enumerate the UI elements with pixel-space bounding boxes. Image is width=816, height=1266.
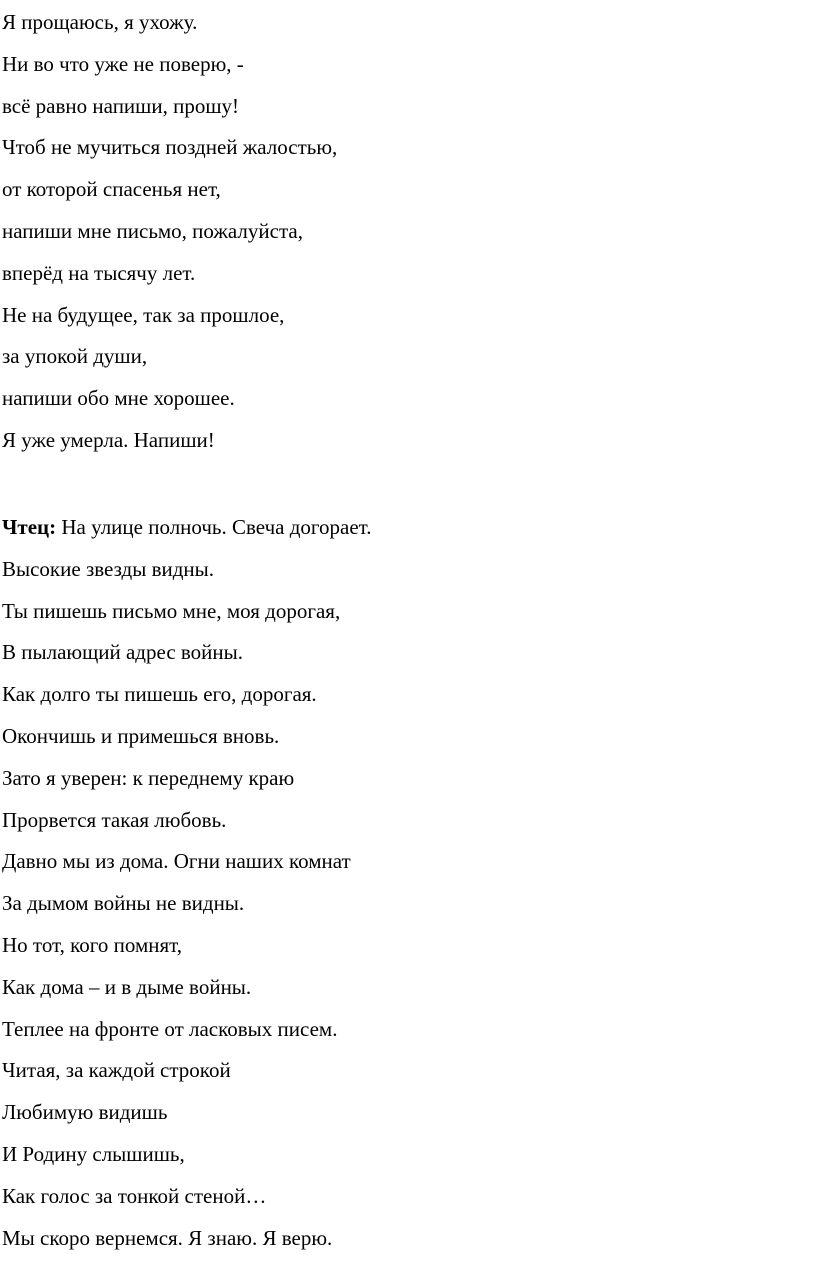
speaker-label: Чтец: <box>2 515 57 539</box>
poem-stanza-first <box>2 2 337 462</box>
poem-line: Высокие звезды видны. <box>2 556 215 581</box>
poem-line: И Родину слышишь, <box>2 1141 185 1166</box>
poem-line: Не на будущее, так за прошлое, <box>2 302 285 327</box>
poem-line: напиши мне письмо, пожалуйста, <box>2 218 303 243</box>
poem-line-text: На улице полночь. Свеча догорает. <box>56 515 372 539</box>
poem-line: Прорвется такая любовь. <box>2 807 227 832</box>
poem-line: Ты пишешь письмо мне, моя дорогая, <box>2 598 341 623</box>
poem-stanza-reader <box>2 507 372 1259</box>
poem-line: В пылающий адрес войны. <box>2 640 244 665</box>
reader-line <box>2 507 372 549</box>
poem-line: Как голос за тонкой стеной… <box>2 1183 267 1208</box>
poem-line: Давно мы из дома. Огни наших комнат <box>2 849 351 874</box>
poem-line: Зато я уверен: к переднему краю <box>2 765 295 790</box>
poem-line: Любимую видишь <box>2 1100 168 1125</box>
poem-line: от которой спасенья нет, <box>2 177 221 202</box>
poem-line: вперёд на тысячу лет. <box>2 260 196 285</box>
poem-line: За дымом войны не видны. <box>2 891 245 916</box>
poem-line: Я уже умерла. Напиши! <box>2 427 215 452</box>
poem-line: Чтоб не мучиться поздней жалостью, <box>2 135 338 160</box>
poem-line: Теплее на фронте от ласковых писем. <box>2 1016 338 1041</box>
poem-line: Как долго ты пишешь его, дорогая. <box>2 682 317 707</box>
poem-line: Как дома – и в дыме войны. <box>2 974 252 999</box>
poem-line: Мы скоро вернемся. Я знаю. Я верю. <box>2 1225 333 1250</box>
poem-line: напиши обо мне хорошее. <box>2 386 235 411</box>
poem-line: Читая, за каждой строкой <box>2 1058 231 1083</box>
poem-line: Но тот, кого помнят, <box>2 932 182 957</box>
poem-line: Я прощаюсь, я ухожу. <box>2 10 198 34</box>
poem-line: всё равно напиши, прошу! <box>2 93 239 118</box>
poem-line: Ни во что уже не поверю, - <box>2 51 244 76</box>
poem-line: за упокой души, <box>2 344 148 369</box>
poem-line: Окончишь и примешься вновь. <box>2 723 280 748</box>
